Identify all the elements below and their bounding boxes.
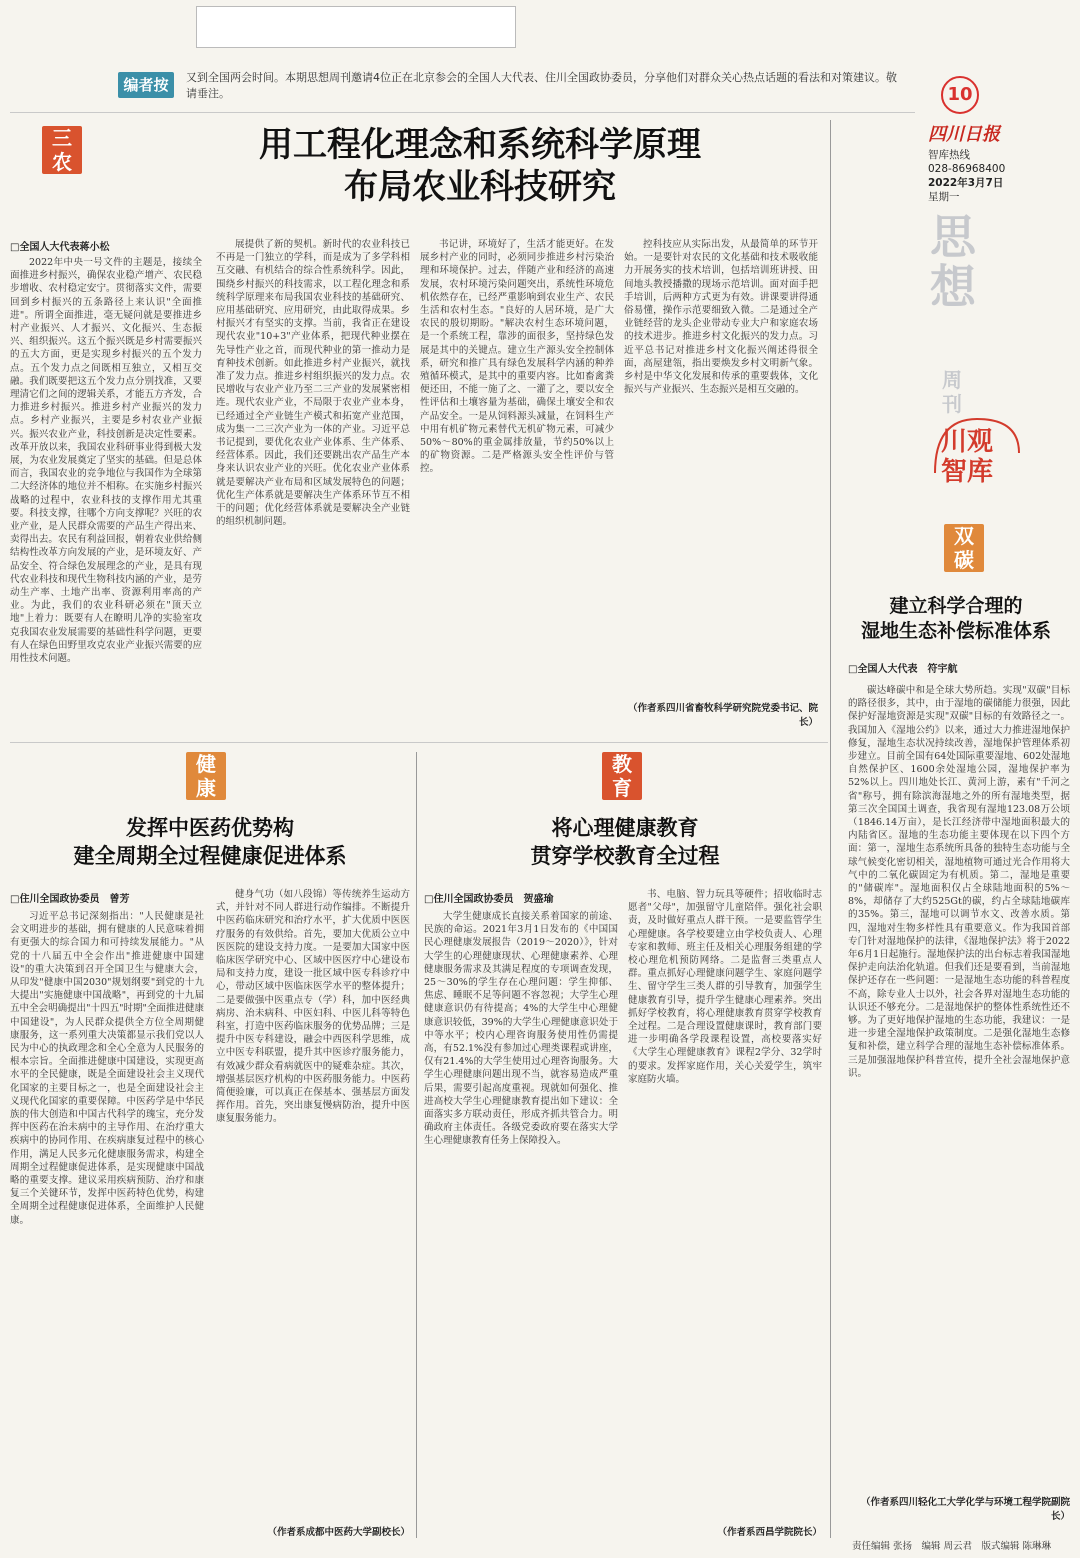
article2-title xyxy=(840,594,1072,644)
category-badge-agri xyxy=(42,126,82,174)
page-number: 10 xyxy=(941,76,979,114)
divider xyxy=(10,742,828,743)
article3-title xyxy=(20,814,400,870)
editor-note xyxy=(118,70,918,102)
article1-author-note: （作者系四川省畜牧科学研究院党委书记、院长） xyxy=(627,703,818,728)
article4-column-2 xyxy=(628,888,822,1520)
divider xyxy=(830,120,831,1538)
top-blank-box xyxy=(196,6,516,48)
article1-column-2 xyxy=(216,238,410,726)
article2-title-line1: 建立科学合理的 xyxy=(889,595,1023,617)
article2-author: □全国人大代表 符宇航 xyxy=(848,664,958,675)
article2-column xyxy=(848,684,1070,1492)
editor-note-tag: 编者按 xyxy=(118,72,174,98)
footer-credits: 责任编辑 张扬 编辑 周云君 版式编辑 陈琳琳 xyxy=(852,1541,1052,1552)
article3-author-note: （作者系成都中医药大学副校长） xyxy=(267,1527,410,1538)
category-char: 双 xyxy=(954,524,974,548)
article4-title-line2: 贯穿学校教育全过程 xyxy=(530,844,720,868)
article3-title-line2: 建全周期全过程健康促进体系 xyxy=(73,844,347,868)
article1-column-text: 2022年中央一号文件的主题是，接续全面推进乡村振兴，确保农业稳产增产、农民稳步增收、农村稳定安宁。贯彻落实文件，需要回到乡村振兴的五条路径上来认识"全面推进"。所谓全面推进，毫无疑问就是要推进乡村产业振兴、人才振兴、文化振兴、生态振兴、组织振兴。这五个振兴既是乡村需要振兴的五大方面，更是实现乡村振兴的五个发力点。五个发力点之间既相互独立，又相互交融。我们既要把这五个发力点分别找准，又要理清它们之间的逻辑关系，才能五方齐发，合力推进乡村振兴。推进乡村产业振兴的发力点。乡村产业振兴，主要是乡村农业产业振兴。振兴农业产业，科技创新是决定性要素。改革开放以来，我国农业科研事业得到极大发展，为农业发展奠定了坚实的基础。但是总体而言，我国农业的竞争地位与我国作为全球第二大经济体的地位并不相称。在实施乡村振兴战略的过程中，农业科技的支撑作用尤其重要。科技支撑，往哪个方向支撑呢？兴旺的农业产业，是人民群众需要的产品生产得出来、卖得出去。农民有利益回报，朝着农业供给侧结构性改革方向发展的产业，是环境友好、产品安全、符合绿色发展理念的产业，是具有现代农业科技和现代生物科技内涵的产业，是劳动生产率、土地产出率、资源利用率高的产业。为此，我们的农业科研必须在"顶天立地"上着力：既要有人在瞭明儿净的实验室攻克我国农业发展需要的基础性科学问题，更要有人在绿色田野里攻克农业产业振兴需要的应用性技术问题。 xyxy=(10,257,202,665)
category-badge-education xyxy=(602,752,642,800)
article4-author-note: （作者系西昌学院院长） xyxy=(717,1527,822,1538)
article4-column-1 xyxy=(424,910,618,1536)
category-char: 教 xyxy=(612,752,632,776)
section-subtitle: 周刊 xyxy=(942,368,962,416)
article1-column-text: 展提供了新的契机。新时代的农业科技已不再是一门独立的学科，而是成为了多学科相互交融、有机结合的综合性系统科学。因此，围绕乡村振兴的科技需求，以工程化理念和系统科学原理来布局我国农业科技的基础研究、应用基础研究、应用研究，由此取得成果。乡村振兴才有坚实的支撑。当前，我省正在建设现代农业"10+3"产业体系，把现代种业摆在先导性产业之首，而现代种业的第一推动力是育种技术创新。如此推进乡村产业振兴，就找准了发力点。推进乡村组织振兴的发力点。农民增收与农业产业乃至二三产业的发展紧密相连。现代农业产业，不局限于农业产业本身，已经通过全产业链生产模式和拓宽产业范围，成为集一二三次产业为一体的产业。习近平总书记提到，要优化农业产业体系、生产体系、经营体系。因此，我们还要跳出农产品生产本身来认识农业产业的兴旺。优化农业产业体系就是要解决产业布局和区域发展特色的问题；优化生产体系就是要解决生产体系环节互不相干的问题；优化经营体系就是要解决全产业链的组织机制问题。 xyxy=(216,239,410,528)
article3-column-2 xyxy=(216,888,410,1520)
article3-title-line1: 发挥中医药优势构 xyxy=(126,816,294,840)
article1-title-line1: 用工程化理念和系统科学原理 xyxy=(259,125,701,165)
weekday: 星期一 xyxy=(928,191,960,203)
article4-author: □住川全国政协委员 贺盛瑜 xyxy=(424,894,554,905)
article1-column-3 xyxy=(420,238,614,726)
article1-column-4 xyxy=(624,238,818,698)
article2-column-text: 碳达峰碳中和是全球大势所趋。实现"双碳"目标的路径很多，其中，由于湿地的碳储能力很强，因此保护好湿地资源是实现"双碳"目标的有效路径之一。我国加入《湿地公约》以来，通过大力推进湿地保护修复，湿地生态状况持续改善，湿地保护管理体系初步建立。目前全国有64处国际重要湿地、602处湿地自然保护区、1600余处湿地公园，湿地保护率为52%以上。四川地处长江、黄河上游，素有"千河之省"称号，拥有除滨海湿地之外的所有湿地类型，据第三次全国国土调查，我省现有湿地123.08万公顷（1846.14万亩），是长江经济带中湿地面积最大的内陆省区。湿地的生态功能主要体现在以下四个方面：第一，湿地生态系统所具备的独特生态功能与全球气候变化密切相关，湿地植物可通过光合作用将大气中的二氧化碳固定为有机质。第二，湿地是重要的"储碳库"。湿地面积仅占全球陆地面积的5%～8%，却储存了大约525Gt的碳，约占全球陆地碳库的35%。第三，湿地可以调节水文、改善水质。第四，湿地对生物多样性具有重要意义。作为我国首部专门针对湿地保护的法律，《湿地保护法》将于2022年6月1日起施行。湿地保护法的出台标志着我国湿地保护走向法治化轨道。但我们还是要看到，当前湿地保护还存在一些问题：一是湿地生态功能的科普程度不高，除专业人士以外，社会各界对湿地生态功能的认识还不够充分。二是湿地保护的整体性系统性还不够。为了更好地保护湿地的生态功能，我建议：一是进一步建全湿地保护政策制度。二是强化湿地生态修复和补偿，建立科学合理的湿地生态补偿标准体系。三是加强湿地保护科普宣传，提升全社会湿地保护意识。 xyxy=(848,685,1070,1079)
article1-title-line2: 布局农业科技研究 xyxy=(344,167,616,207)
divider xyxy=(10,112,915,113)
article1-column-1 xyxy=(10,256,202,726)
column-logo xyxy=(931,413,1023,493)
article1-title xyxy=(110,124,850,208)
article4-column-text: 书、电脑、智力玩具等硬件；招收临时志愿者"父母"，加强留守儿童陪伴。强化社会职责，及时做好重点人群干预。一是要监管学生心理健康。各学校要建立由学校负责人、心理专家和教师、班主任及相关心理服务组建的学校心理危机预防网络。二是监督三类重点人群。重点抓好心理健康问题学生、家庭问题学生、留守学生三类人群的引导教育，加强学生健康教育引导，提升学生健康心理素养。突出抓好学校教育，将心理健康教育贯穿学校教育全过程。二是合理设置健康课时，教育部门要进一步明确各学段课程设置，高校要落实好《大学生心理健康教育》课程2学分、32学时的要求。发挥家庭作用，关心关爱学生，筑牢家庭防火墙。 xyxy=(628,889,822,1085)
article1-column-text: 书记讲，环境好了，生活才能更好。在发展乡村产业的同时，必须同步推进乡村污染治理和环境保护。过去，伴随产业和经济的高速发展，农村环境污染问题突出，系统性环境危机依然存在，已经严重影响到农业生产、农民生活和农村生态。"良好的人居环境，是广大农民的殷切期盼。"解决农村生态环境问题，是一个系统工程，靠涉的面很多，坚持绿色发展是其中的关键点。建立生产源头安全控制体系，研究和推广具有绿色发展科学内涵的种养殖循环模式，是其中的重要内容。比如畜禽粪便还田，不能一施了之、一灌了之，要以安全性评估和土壤容量为基础，确保土壤安全和农产品安全。一是从饲料源头减量，在饲料生产中用有机矿物元素替代无机矿物元素，可减少50%～80%的重金属排放量，节约50%以上的矿物资源。二是严格源头安全性评价与管控。 xyxy=(420,239,614,475)
category-char: 育 xyxy=(612,776,632,800)
article4-title-line1: 将心理健康教育 xyxy=(551,816,699,840)
article3-author: □住川全国政协委员 曾芳 xyxy=(10,894,130,905)
article4-title xyxy=(430,814,820,870)
article1-author: □全国人大代表蒋小松 xyxy=(10,242,110,253)
category-char: 健 xyxy=(196,752,216,776)
hotline-number: 028-86968400 xyxy=(928,163,1006,175)
category-char: 碳 xyxy=(954,548,974,572)
column-logo-line2: 智库 xyxy=(941,457,994,487)
category-badge-carbon xyxy=(944,524,984,572)
article1-column-text: 控科技应从实际出发，从最简单的环节开始。一是要针对农民的文化基础和技术吸收能力开展务实的技术培训，包括培训班讲授、田间地头教授播撒的现场示范培训。面对面手把手培训，后两种方式更为有效。讲课要讲得通俗易懂，操作示范要细致入微。二是通过全产业链经营的龙头企业带动专业大户和家庭农场的技术进步。推进乡村文化振兴的发力点。习近平总书记对推进乡村文化振兴阐述得很全面，高屋建瓴，指出要焕发乡村文明新气象。乡村是中华文化发展和传承的重要载体，文化振兴与产业振兴、生态振兴是相互交融的。 xyxy=(624,239,818,396)
column-logo-line1: 川观 xyxy=(941,427,994,457)
category-badge-health xyxy=(186,752,226,800)
article2-author-note: （作者系四川轻化工大学化学与环境工程学院副院长） xyxy=(860,1497,1070,1522)
category-char: 三 xyxy=(52,126,72,150)
hotline-label: 智库热线 xyxy=(928,149,970,161)
category-char: 康 xyxy=(196,776,216,800)
article3-column-text: 习近平总书记深刻指出："人民健康是社会文明进步的基础，拥有健康的人民意味着拥有更强大的综合国力和可持续发展能力。"从党的十八届五中全会作出"推进健康中国建设"的重大决策到召开全国卫生与健康大会，从印发"健康中国2030"规划纲要"到党的十九大提出"实施健康中国战略"，再到党的十九届五中全会明确提出"十四五"时期"全面推进健康中国建设"，为人民群众提供全方位全周期健康服务，这一系列重大决策都显示我们党以人民为中心的执政理念和全心全意为人民服务的根本宗旨。全面推进健康中国建设，实现更高水平的全民健康，既是全面建设社会主义现代化国家的主要目标之一，也是全面建设社会主义现代化国家的重要保障。中医药学是中华民族的伟大创造和中国古代科学的瑰宝，充分发挥中医药在治未病中的主导作用、在治疗重大疾病中的协同作用、在疾病康复过程中的核心作用，满足人民多元化健康服务需求，构建全周期全过程健康促进体系，是实现健康中国战略的重要支撑。建议采用疾病预防、治疗和康复三个关键环节，发挥中医药特色优势，构建全周期全过程健康促进体系，全面维护人民健康。 xyxy=(10,911,204,1226)
divider xyxy=(416,752,417,1538)
article3-column-1 xyxy=(10,910,204,1536)
paper-logo: 四川日报 xyxy=(928,124,1000,145)
article3-column-text: 健身气功（如八段锦）等传统养生运动方式，并针对不同人群进行动作编排。不断提升中医药临床研究和治疗水平，扩大优质中医医疗服务的有效供给。首先，要加大优质公立中医医院的建设支持力度。一是要加大国家中医临床医学研究中心、区域中医医疗中心建设布局和支持力度，建设一批区域中医专科诊疗中心，带动区域中医临床医学水平的整体提升；二是要做强中医重点专（学）科，加中医经典病房、治未病科、中医妇科、中医儿科等特色科室，打造中医药临床服务的优势品牌；三是提升中医专科建设，融会中西医科学思维，成立中医专科联盟，提升其中医诊疗服务能力，有效减少群众看病就医中的疑难杂症。其次，增强基层医疗机构的中医药服务能力。中医药简便验廉，可以真正在保基本、强基层方面发挥作用。首先，突出康复慢病防治，提升中医康复服务能力。 xyxy=(216,889,410,1125)
article2-title-line2: 湿地生态补偿标准体系 xyxy=(860,620,1051,642)
article4-column-text: 大学生健康成长直接关系着国家的前途、民族的命运。2021年3月1日发布的《中国国民心理健康发展报告（2019～2020）》，针对大学生的心理健康现状、心理健康素养、心理健康服务需求及其满足程度的专项调查发现，25～30%的学生存在心理问题：学生抑郁、焦虑、睡眠不足等问题不容忽视；大学生心理健康意识仍有待提高；4%的大学生中心理健康意识较低，39%的大学生心理健康意识处于中等水平；校内心理咨询服务使用性仍需提高，有52.1%没有参加过心理类课程或讲座，仅有21.4%的大学生使用过心理咨询服务。大学生心理健康问题出现不当，就容易造成严重后果，需要引起高度重视。现就如何强化、推进高校大学生心理健康教育提出如下建议：全面落实多方联动责任，形成齐抓共管合力。明确政府主体责任。各级党委政府要在落实大学生心理健康教育任务上保障投入。 xyxy=(424,911,618,1147)
issue-date: 2022年3月7日 xyxy=(928,177,1004,189)
editor-note-text: 又到全国两会时间。本期思想周刊邀请4位正在北京参会的全国人大代表、住川全国政协委员，分享他们对群众关心热点话题的看法和对策建议。敬请垂注。 xyxy=(186,71,897,100)
section-title: 思想 xyxy=(930,210,976,314)
category-char: 农 xyxy=(52,150,72,174)
